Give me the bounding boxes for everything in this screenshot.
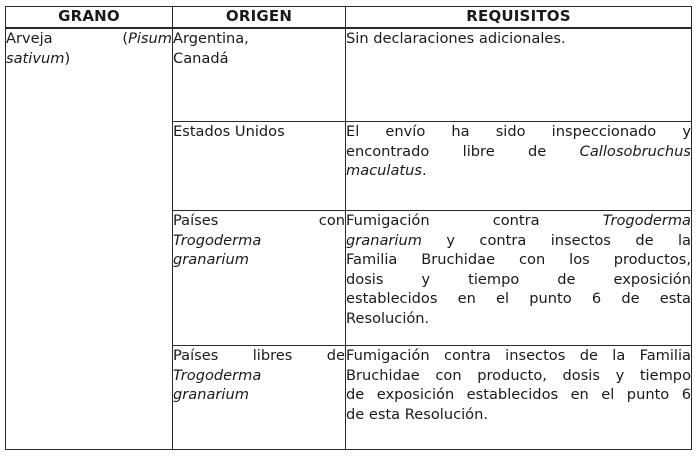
requisitos-line xyxy=(346,142,691,162)
origen-segment: Países xyxy=(173,212,219,229)
requisitos-segment: . xyxy=(422,162,427,179)
requisitos-line: de exposición establecidos en el punto 6 xyxy=(346,386,691,403)
requisitos-line: Resolución. xyxy=(346,309,430,327)
grano-cell xyxy=(6,28,173,450)
requirements-table xyxy=(5,6,692,450)
grano-open-paren: ( xyxy=(122,30,129,47)
requisitos-cell xyxy=(346,346,692,450)
requisitos-cell xyxy=(346,211,692,346)
origen-cell xyxy=(173,346,346,450)
origen-line: Canadá xyxy=(173,49,229,67)
origen-line xyxy=(173,385,345,405)
origen-cell xyxy=(173,122,346,211)
requisitos-line xyxy=(346,231,691,251)
grano-line-2 xyxy=(6,49,172,69)
header-row xyxy=(6,7,692,29)
requisitos-segment: y contra insectos de la xyxy=(446,231,691,249)
origen-species: granarium xyxy=(173,386,249,403)
requisitos-line xyxy=(346,161,691,181)
requisitos-line: establecidos en el punto 6 de esta xyxy=(346,290,691,307)
requisitos-segment: Fumigación contra xyxy=(346,212,540,229)
grano-close-paren: ) xyxy=(64,49,71,67)
requisitos-species: maculatus xyxy=(346,162,423,179)
requisitos-segment: encontrado libre de xyxy=(346,142,547,160)
origen-cell xyxy=(173,211,346,346)
requisitos-species: Callosobruchus xyxy=(579,142,692,160)
origen-line: Países libres de xyxy=(173,347,345,364)
requisitos-species: Trogoderma xyxy=(602,212,691,229)
header-grano: GRANO xyxy=(6,7,173,29)
origen-segment: con xyxy=(318,212,345,229)
requisitos-line: de esta Resolución. xyxy=(346,405,488,423)
requisitos-cell xyxy=(346,28,692,122)
grano-genus: Pisum xyxy=(128,30,172,47)
requisitos-text: Sin declaraciones adicionales. xyxy=(346,30,566,47)
grano-species: sativum xyxy=(6,49,65,67)
requisitos-line: Familia Bruchidae con los productos, xyxy=(346,251,691,268)
origen-species: Trogoderma xyxy=(173,366,262,384)
requisitos-line: Fumigación contra insectos de la Familia xyxy=(346,347,691,364)
origen-line xyxy=(173,211,345,231)
origen-cell xyxy=(173,28,346,122)
requisitos-line xyxy=(346,211,691,231)
grano-common-name: Arveja xyxy=(6,30,53,47)
origen-line xyxy=(173,250,345,270)
origen-species: granarium xyxy=(173,251,249,268)
origen-line: Argentina, xyxy=(173,30,249,47)
requisitos-line: El envío ha sido inspeccionado y xyxy=(346,123,691,140)
origen-line: Estados Unidos xyxy=(173,123,285,140)
grano-line-1 xyxy=(6,29,172,49)
requisitos-species: granarium xyxy=(346,231,422,249)
table-row xyxy=(6,28,692,122)
origen-line xyxy=(173,366,345,386)
origen-species: Trogoderma xyxy=(173,231,262,249)
requisitos-line: dosis y tiempo de exposición xyxy=(346,270,691,288)
header-origen: ORIGEN xyxy=(173,7,346,29)
origen-line xyxy=(173,231,345,251)
header-requisitos: REQUISITOS xyxy=(346,7,692,29)
requisitos-cell xyxy=(346,122,692,211)
requisitos-line: Bruchidae con producto, dosis y tiempo xyxy=(346,366,691,384)
